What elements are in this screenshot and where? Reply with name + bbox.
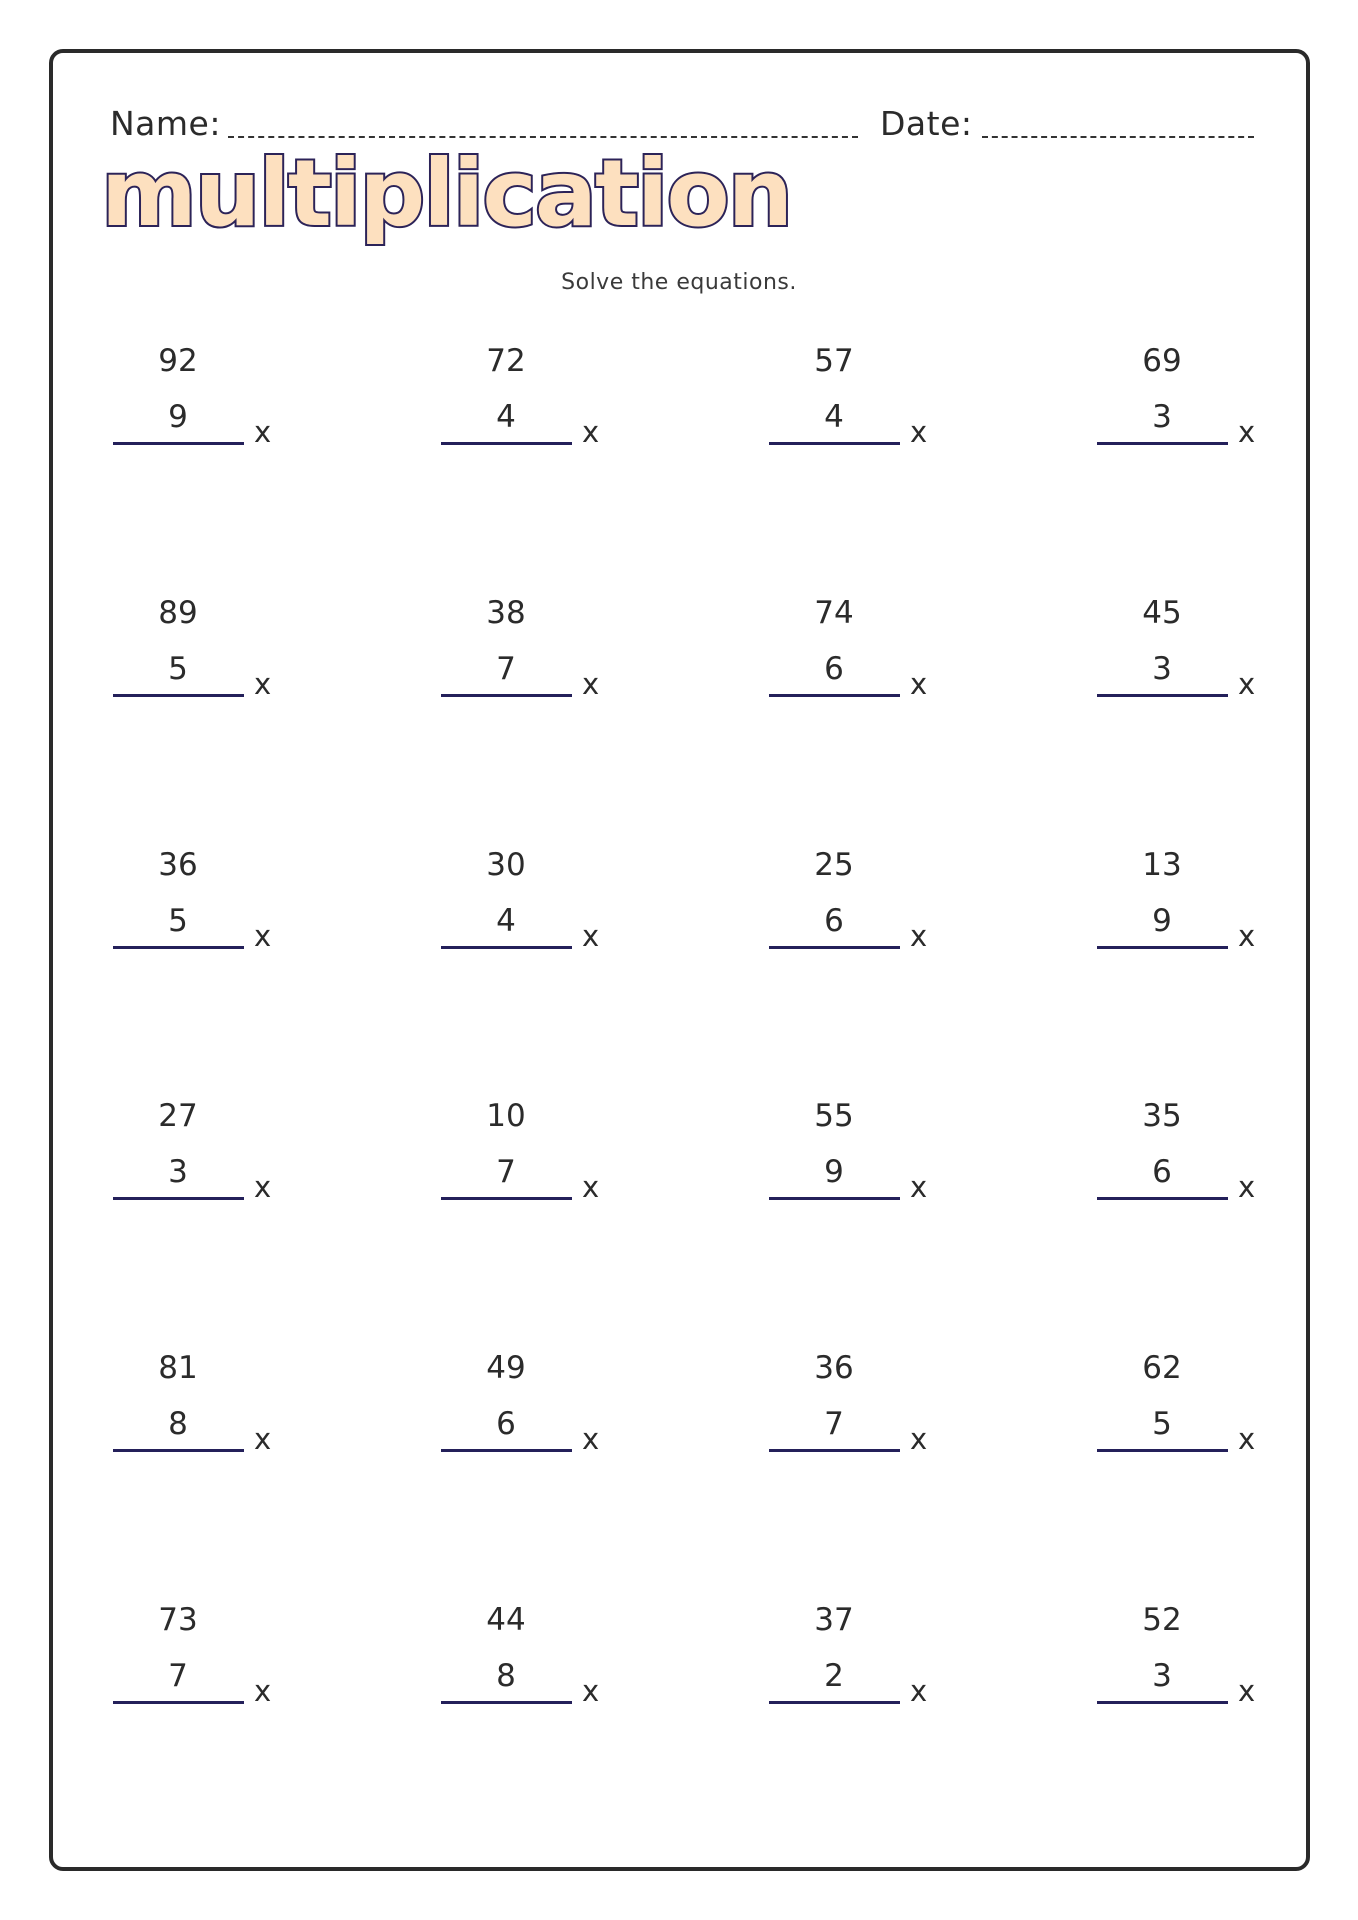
multiplicand: 69	[1142, 343, 1182, 379]
multiplicand: 10	[486, 1098, 526, 1134]
multiplier: 7	[496, 1154, 516, 1190]
problem-6-2	[441, 1602, 611, 1725]
multiplier: 2	[824, 1658, 844, 1694]
problem-3-1	[113, 847, 283, 970]
problem-4-2	[441, 1098, 611, 1221]
multiplier: 3	[168, 1154, 188, 1190]
multiplicand: 36	[158, 847, 198, 883]
problem-2-2	[441, 595, 611, 718]
instructions: Solve the equations.	[561, 270, 797, 295]
answer-line[interactable]	[113, 442, 244, 445]
multiply-sign: x	[910, 1170, 928, 1204]
answer-line[interactable]	[441, 442, 572, 445]
multiply-sign: x	[910, 1674, 928, 1708]
multiplicand: 49	[486, 1350, 526, 1386]
multiply-sign: x	[910, 919, 928, 953]
multiply-sign: x	[254, 667, 272, 701]
multiplicand: 57	[814, 343, 854, 379]
multiplicand: 72	[486, 343, 526, 379]
answer-line[interactable]	[1097, 442, 1228, 445]
date-label: Date:	[880, 104, 973, 143]
answer-line[interactable]	[441, 946, 572, 949]
answer-line[interactable]	[769, 946, 900, 949]
problem-6-4	[1097, 1602, 1267, 1725]
problem-5-2	[441, 1350, 611, 1473]
multiplicand: 89	[158, 595, 198, 631]
problem-3-4	[1097, 847, 1267, 970]
multiply-sign: x	[582, 1170, 600, 1204]
name-field[interactable]	[228, 136, 858, 138]
multiplier: 6	[1152, 1154, 1172, 1190]
answer-line[interactable]	[769, 1197, 900, 1200]
multiplier: 3	[1152, 1658, 1172, 1694]
multiplier: 4	[496, 903, 516, 939]
multiplier: 5	[1152, 1406, 1172, 1442]
problem-5-1	[113, 1350, 283, 1473]
multiply-sign: x	[910, 1422, 928, 1456]
multiplier: 8	[168, 1406, 188, 1442]
multiply-sign: x	[254, 919, 272, 953]
multiplicand: 27	[158, 1098, 198, 1134]
answer-line[interactable]	[1097, 946, 1228, 949]
multiplier: 9	[168, 399, 188, 435]
multiplier: 7	[496, 651, 516, 687]
multiplier: 7	[168, 1658, 188, 1694]
multiplier: 6	[824, 651, 844, 687]
problem-6-3	[769, 1602, 939, 1725]
answer-line[interactable]	[1097, 1449, 1228, 1452]
multiplier: 4	[496, 399, 516, 435]
multiplicand: 81	[158, 1350, 198, 1386]
problem-2-1	[113, 595, 283, 718]
multiplicand: 55	[814, 1098, 854, 1134]
page-title: multiplication	[101, 140, 792, 247]
multiplier: 9	[824, 1154, 844, 1190]
answer-line[interactable]	[441, 1449, 572, 1452]
multiplier: 6	[496, 1406, 516, 1442]
problem-2-4	[1097, 595, 1267, 718]
multiply-sign: x	[582, 1674, 600, 1708]
answer-line[interactable]	[769, 694, 900, 697]
multiply-sign: x	[582, 1422, 600, 1456]
multiply-sign: x	[254, 415, 272, 449]
multiply-sign: x	[254, 1422, 272, 1456]
problem-3-2	[441, 847, 611, 970]
answer-line[interactable]	[1097, 1197, 1228, 1200]
multiplicand: 44	[486, 1602, 526, 1638]
multiplier: 9	[1152, 903, 1172, 939]
problem-1-4	[1097, 343, 1267, 466]
multiply-sign: x	[1238, 1422, 1256, 1456]
problem-4-4	[1097, 1098, 1267, 1221]
multiply-sign: x	[1238, 1674, 1256, 1708]
problem-6-1	[113, 1602, 283, 1725]
problem-5-4	[1097, 1350, 1267, 1473]
multiply-sign: x	[1238, 1170, 1256, 1204]
problem-4-1	[113, 1098, 283, 1221]
answer-line[interactable]	[113, 1197, 244, 1200]
answer-line[interactable]	[113, 946, 244, 949]
multiply-sign: x	[910, 415, 928, 449]
multiplier: 4	[824, 399, 844, 435]
answer-line[interactable]	[769, 1449, 900, 1452]
answer-line[interactable]	[113, 694, 244, 697]
multiply-sign: x	[582, 667, 600, 701]
multiplicand: 62	[1142, 1350, 1182, 1386]
multiply-sign: x	[910, 667, 928, 701]
multiply-sign: x	[1238, 667, 1256, 701]
problem-5-3	[769, 1350, 939, 1473]
problem-2-3	[769, 595, 939, 718]
answer-line[interactable]	[769, 442, 900, 445]
multiplicand: 13	[1142, 847, 1182, 883]
multiplier: 7	[824, 1406, 844, 1442]
multiplicand: 25	[814, 847, 854, 883]
multiplicand: 30	[486, 847, 526, 883]
multiplicand: 37	[814, 1602, 854, 1638]
multiply-sign: x	[582, 415, 600, 449]
multiply-sign: x	[254, 1674, 272, 1708]
problem-1-3	[769, 343, 939, 466]
multiplier: 5	[168, 651, 188, 687]
multiplicand: 52	[1142, 1602, 1182, 1638]
answer-line[interactable]	[1097, 694, 1228, 697]
multiply-sign: x	[254, 1170, 272, 1204]
multiplicand: 35	[1142, 1098, 1182, 1134]
multiplicand: 74	[814, 595, 854, 631]
problem-1-1	[113, 343, 283, 466]
name-label: Name:	[110, 104, 221, 143]
multiplicand: 92	[158, 343, 198, 379]
multiplier: 5	[168, 903, 188, 939]
answer-line[interactable]	[441, 694, 572, 697]
multiplier: 8	[496, 1658, 516, 1694]
date-field[interactable]	[982, 136, 1254, 138]
multiply-sign: x	[1238, 919, 1256, 953]
multiplicand: 73	[158, 1602, 198, 1638]
answer-line[interactable]	[1097, 1701, 1228, 1704]
problem-1-2	[441, 343, 611, 466]
answer-line[interactable]	[441, 1197, 572, 1200]
answer-line[interactable]	[769, 1701, 900, 1704]
multiplier: 3	[1152, 651, 1172, 687]
answer-line[interactable]	[113, 1449, 244, 1452]
multiplicand: 45	[1142, 595, 1182, 631]
multiply-sign: x	[582, 919, 600, 953]
multiplicand: 36	[814, 1350, 854, 1386]
answer-line[interactable]	[441, 1701, 572, 1704]
multiplier: 3	[1152, 399, 1172, 435]
problem-4-3	[769, 1098, 939, 1221]
multiplicand: 38	[486, 595, 526, 631]
problem-3-3	[769, 847, 939, 970]
multiply-sign: x	[1238, 415, 1256, 449]
answer-line[interactable]	[113, 1701, 244, 1704]
multiplier: 6	[824, 903, 844, 939]
